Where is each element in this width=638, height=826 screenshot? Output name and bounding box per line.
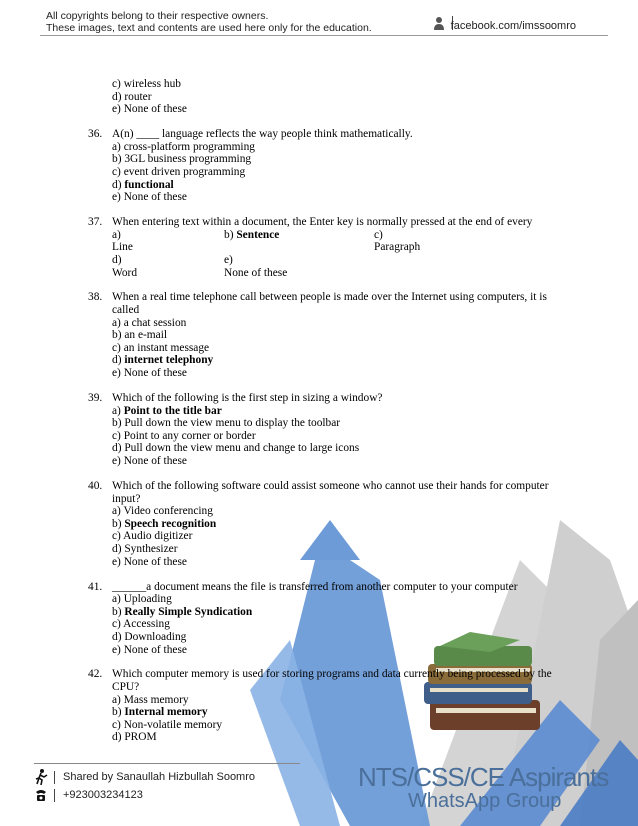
option-text: Mass memory bbox=[123, 693, 189, 706]
option: c) an instant message bbox=[112, 341, 210, 354]
continued-options bbox=[88, 78, 568, 116]
option: d) internet telephony bbox=[112, 354, 214, 367]
option-text: PROM bbox=[124, 731, 157, 744]
user-icon bbox=[433, 16, 445, 30]
correct-answer: internet telephony bbox=[124, 354, 214, 367]
option: c) Point to any corner or border bbox=[112, 429, 256, 442]
option-text: None of these bbox=[123, 555, 187, 568]
header-divider bbox=[40, 35, 608, 36]
phone-number: +923003234123 bbox=[63, 789, 143, 801]
question-list bbox=[88, 78, 568, 744]
copyright-line-1: All copyrights belong to their respective owners. bbox=[46, 10, 269, 22]
option: c) Accessing bbox=[112, 618, 170, 631]
question bbox=[88, 668, 568, 744]
question-text: Which of the following software could assist someone who cannot use their hands for computer input? bbox=[112, 479, 549, 505]
option-text: None of these bbox=[224, 266, 288, 279]
correct-answer: Speech recognition bbox=[124, 517, 217, 530]
runner-icon bbox=[34, 769, 48, 785]
option-text: Point to any corner or border bbox=[123, 429, 256, 442]
option-text: Paragraph bbox=[374, 241, 421, 254]
option-row bbox=[112, 254, 568, 279]
brand-subtitle: WhatsApp Group bbox=[408, 790, 562, 812]
option-text: an instant message bbox=[123, 341, 210, 354]
option: d) Pull down the view menu and change to large icons bbox=[112, 442, 360, 455]
option: d) PROM bbox=[112, 731, 157, 744]
option: b) Pull down the view menu to display the toolbar bbox=[112, 417, 341, 430]
option: c) Non-volatile memory bbox=[112, 718, 223, 731]
option-text: cross-platform programming bbox=[123, 140, 255, 153]
question-text: ______a document means the file is transferred from another computer to your computer bbox=[112, 580, 518, 593]
question-text: A(n) ____ language reflects the way people think mathematically. bbox=[112, 128, 413, 141]
option-text: None of these bbox=[123, 367, 187, 380]
option: d) functional bbox=[112, 178, 174, 191]
option-text: Word bbox=[112, 266, 138, 279]
option: e) None of these bbox=[112, 455, 187, 467]
option: e) None of these bbox=[112, 191, 187, 204]
option-text: an e-mail bbox=[124, 329, 168, 342]
option: a) Line bbox=[112, 229, 224, 254]
option-text: Pull down the view menu to display the toolbar bbox=[124, 417, 341, 430]
option: c) event driven programming bbox=[112, 165, 246, 178]
question bbox=[88, 480, 568, 568]
option-text: Uploading bbox=[123, 593, 172, 606]
option-text: Audio digitizer bbox=[123, 530, 193, 543]
footer-divider bbox=[34, 763, 300, 764]
option: a) a chat session bbox=[112, 316, 187, 329]
option: b) Really Simple Syndication bbox=[112, 605, 253, 618]
option: d) Word bbox=[112, 254, 224, 279]
option: a) Mass memory bbox=[112, 693, 189, 706]
footer-phone bbox=[34, 788, 143, 802]
option: e) None of these bbox=[112, 367, 187, 380]
copyright-notice bbox=[46, 10, 372, 34]
question-number: 40. bbox=[88, 479, 103, 492]
option-text: None of these bbox=[123, 643, 187, 656]
option-text: Line bbox=[112, 241, 133, 254]
option: c) Paragraph bbox=[374, 229, 524, 254]
option-text: Video conferencing bbox=[123, 505, 213, 518]
option: c) Audio digitizer bbox=[112, 530, 193, 543]
option: a) Point to the title bar bbox=[112, 404, 222, 417]
option-text: None of these bbox=[123, 455, 187, 467]
question-number: 38. bbox=[88, 291, 103, 304]
correct-answer: Sentence bbox=[236, 228, 280, 241]
correct-answer: functional bbox=[124, 178, 174, 191]
question bbox=[88, 392, 568, 468]
correct-answer: Really Simple Syndication bbox=[124, 605, 253, 618]
question bbox=[88, 581, 568, 657]
option: e) None of these bbox=[112, 103, 187, 116]
option-text: Synthesizer bbox=[124, 542, 178, 555]
option-row bbox=[112, 229, 568, 254]
question-number: 41. bbox=[88, 580, 103, 593]
option: b) an e-mail bbox=[112, 329, 168, 342]
facebook-link[interactable]: facebook.com/imssoomro bbox=[450, 20, 576, 32]
brand-title: NTS/CSS/CE Aspirants bbox=[358, 762, 609, 792]
question-text: Which computer memory is used for storing programs and data currently being processed by the CPU? bbox=[112, 668, 552, 694]
option: a) Uploading bbox=[112, 593, 172, 606]
option: b) Speech recognition bbox=[112, 517, 217, 530]
option: b) 3GL business programming bbox=[112, 153, 252, 166]
shared-by-text: Shared by Sanaullah Hizbullah Soomro bbox=[63, 771, 256, 783]
option: e) None of these bbox=[112, 643, 187, 656]
option: a) cross-platform programming bbox=[112, 140, 255, 153]
option: c) wireless hub bbox=[112, 78, 181, 90]
footer-shared-by bbox=[34, 769, 255, 785]
option-text: Pull down the view menu and change to large icons bbox=[124, 442, 360, 455]
option: d) router bbox=[112, 90, 152, 103]
question bbox=[88, 291, 568, 379]
option-text: 3GL business programming bbox=[124, 153, 252, 166]
correct-answer: Internal memory bbox=[124, 706, 208, 719]
option: d) Downloading bbox=[112, 630, 187, 643]
option-text: Downloading bbox=[124, 630, 187, 643]
copyright-line-2: These images, text and contents are used here only for the education. bbox=[46, 22, 372, 34]
option: d) Synthesizer bbox=[112, 542, 178, 555]
option-text: a chat session bbox=[123, 316, 187, 329]
option-text: event driven programming bbox=[123, 165, 246, 178]
option-text: None of these bbox=[123, 191, 187, 204]
question-number: 37. bbox=[88, 216, 103, 229]
correct-answer: Point to the title bar bbox=[123, 404, 222, 417]
option: e) None of these bbox=[224, 254, 374, 279]
option-text: Non-volatile memory bbox=[123, 718, 223, 731]
option: e) None of these bbox=[112, 555, 187, 568]
phone-icon bbox=[34, 788, 48, 802]
question-number: 42. bbox=[88, 668, 103, 681]
option: b) Internal memory bbox=[112, 706, 208, 719]
question-number: 39. bbox=[88, 392, 103, 405]
question-text: Which of the following is the first step in sizing a window? bbox=[112, 392, 383, 405]
option: b) Sentence bbox=[224, 228, 280, 241]
question bbox=[88, 216, 568, 279]
question bbox=[88, 128, 568, 204]
question-text: When entering text within a document, the Enter key is normally pressed at the end of every bbox=[112, 216, 533, 229]
question-text: When a real time telephone call between people is made over the Internet using computers, it is called bbox=[112, 291, 547, 317]
option: a) Video conferencing bbox=[112, 505, 213, 518]
option-text: Accessing bbox=[123, 618, 170, 631]
question-number: 36. bbox=[88, 128, 103, 141]
